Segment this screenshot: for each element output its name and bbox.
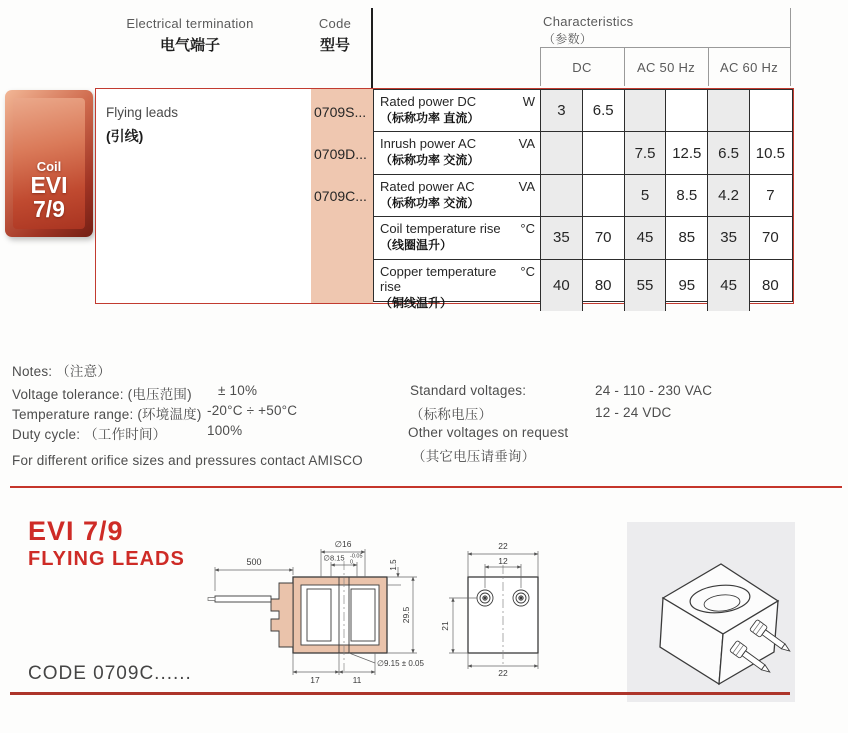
dim-front-height: 21: [440, 621, 450, 631]
value-cell: 7.5: [624, 132, 666, 173]
value-cell: 4.2: [707, 175, 749, 216]
bottom-divider-line: [10, 692, 790, 695]
coil-3d-pictogram: [627, 522, 795, 702]
value-cell: 12.5: [665, 132, 707, 173]
table-row: [374, 260, 792, 310]
duty-cycle-value: 100%: [207, 423, 243, 438]
standard-voltages-label: Standard voltages:: [410, 383, 527, 398]
other-voltages-label-zh: （其它电压请垂询）: [412, 449, 536, 464]
temperature-range-label: Temperature range: (环境温度): [12, 407, 202, 422]
coil-badge-face: [13, 98, 85, 229]
section-subtitle: FLYING LEADS: [28, 548, 185, 570]
row-label-zh: （线圈温升）: [380, 238, 453, 253]
value-cell: 45: [707, 260, 749, 311]
value-cell: 6.5: [582, 90, 624, 131]
column-dc: DC: [572, 60, 592, 75]
value-cell: 6.5: [707, 132, 749, 173]
column-ac50: AC 50 Hz: [636, 60, 696, 75]
table-row: [374, 132, 792, 174]
characteristics-underline: [540, 47, 790, 48]
row-unit: VA: [518, 178, 535, 194]
row-unit: °C: [520, 221, 535, 237]
value-cell: 70: [749, 217, 791, 258]
value-cell: 85: [665, 217, 707, 258]
value-cell: [707, 90, 749, 131]
dim-flange: 1.5: [389, 559, 398, 571]
row-label-en: Rated power DC: [380, 94, 477, 109]
row-label-zh: （标称功率 直流）: [380, 111, 480, 125]
dim-tol-lo: 0: [350, 559, 354, 566]
coil-cross-section: [208, 561, 387, 671]
characteristics-grid: [373, 89, 793, 310]
header-characteristics: Characteristics: [543, 14, 634, 29]
dim-front-hole-spacing: 12: [498, 556, 508, 566]
pictogram-panel: [627, 522, 795, 702]
code-0709s: 0709S...: [314, 104, 367, 120]
dim-height: 29.5: [401, 606, 411, 624]
termination-en: Flying leads: [106, 105, 179, 120]
row-label-en: Coil temperature rise: [380, 221, 501, 237]
other-voltages-label: Other voltages on request: [408, 425, 569, 440]
value-cell: 40: [540, 260, 582, 311]
contact-note: For different orifice sizes and pressures contact AMISCO: [12, 453, 363, 468]
value-cell: [749, 90, 791, 131]
coil-badge: [5, 90, 93, 237]
voltage-tolerance-label: Voltage tolerance: (电压范围): [12, 387, 192, 402]
value-cell: 45: [624, 217, 666, 258]
technical-drawing: [203, 523, 563, 701]
row-label-en: Copper temperature rise: [380, 263, 497, 294]
code-0709c: 0709C...: [314, 188, 367, 204]
value-cell: 7: [749, 175, 791, 216]
header-electrical-termination: Electrical termination: [126, 16, 254, 31]
value-cell: [665, 90, 707, 131]
value-cell: [582, 175, 624, 216]
value-cell: 80: [582, 260, 624, 311]
duty-cycle-label: Duty cycle: （工作时间）: [12, 427, 167, 442]
notes-title: Notes: （注意）: [12, 364, 111, 379]
badge-coil-label: Coil: [36, 159, 62, 175]
dim-dia-bore-bottom: ∅9.15 ± 0.05: [377, 659, 424, 668]
row-label-en: Inrush power AC: [380, 136, 477, 152]
dim-dia-bore-top: ∅8.15: [323, 553, 345, 563]
dim-front-width-top: 22: [498, 541, 508, 551]
dim-tol-hi: -0.05: [350, 553, 363, 560]
section-title: EVI 7/9: [28, 516, 124, 546]
value-cell: [624, 90, 666, 131]
code-column: [311, 89, 373, 303]
value-cell: 80: [749, 260, 791, 311]
value-cell: 35: [540, 217, 582, 258]
header-code: Code: [318, 16, 352, 31]
dim-front-width-bottom: 22: [498, 668, 508, 678]
dim-lead-length: 500: [246, 557, 262, 567]
table-row: [374, 90, 792, 132]
value-cell: 5: [624, 175, 666, 216]
column-ac60: AC 60 Hz: [719, 60, 779, 75]
value-cell: 10.5: [749, 132, 791, 173]
dim-w-left: 17: [310, 675, 320, 685]
dim-w-right: 11: [352, 675, 362, 685]
lead-wire: [215, 596, 271, 602]
header-characteristics-zh: （参数）: [543, 32, 593, 46]
coil-front-view: [468, 565, 538, 665]
value-cell: 8.5: [665, 175, 707, 216]
header-divider-line: [371, 8, 373, 88]
badge-size-label: 7/9: [33, 195, 65, 222]
value-cell: 95: [665, 260, 707, 311]
voltage-tolerance-value: ± 10%: [218, 383, 258, 398]
code-caption: CODE 0709C......: [28, 663, 192, 684]
row-unit: °C: [520, 263, 535, 279]
table-row: [374, 175, 792, 217]
value-cell: [540, 175, 582, 216]
row-label-zh: （标称功率 交流）: [380, 153, 480, 168]
value-cell: 35: [707, 217, 749, 258]
standard-voltages-label-zh: （标称电压）: [410, 407, 493, 422]
section-divider-line: [10, 486, 842, 488]
header-code-zh: 型号: [319, 37, 350, 54]
value-cell: 55: [624, 260, 666, 311]
row-unit: W: [522, 94, 535, 109]
standard-vac-value: 24 - 110 - 230 VAC: [595, 383, 713, 398]
dim-dia-outer: ∅16: [334, 539, 352, 549]
termination-zh: (引线): [106, 128, 144, 144]
code-0709d: 0709D...: [314, 146, 367, 162]
table-row: [374, 217, 792, 259]
row-label-en: Rated power AC: [380, 178, 475, 194]
badge-series-label: EVI: [30, 172, 68, 199]
value-cell: [582, 132, 624, 173]
value-cell: [540, 132, 582, 173]
row-unit: VA: [518, 136, 535, 152]
row-label-zh: （铜线温升）: [380, 295, 453, 310]
termination-cell: [96, 89, 311, 303]
characteristics-table: [95, 88, 794, 310]
standard-vdc-value: 12 - 24 VDC: [595, 405, 672, 420]
value-cell: 3: [540, 90, 582, 131]
header-electrical-termination-zh: 电气端子: [159, 37, 220, 54]
subcol-line-4: [790, 8, 791, 86]
value-cell: 70: [582, 217, 624, 258]
row-label-zh: （标称功率 交流）: [380, 195, 480, 210]
temperature-range-value: -20°C ÷ +50°C: [207, 403, 298, 418]
